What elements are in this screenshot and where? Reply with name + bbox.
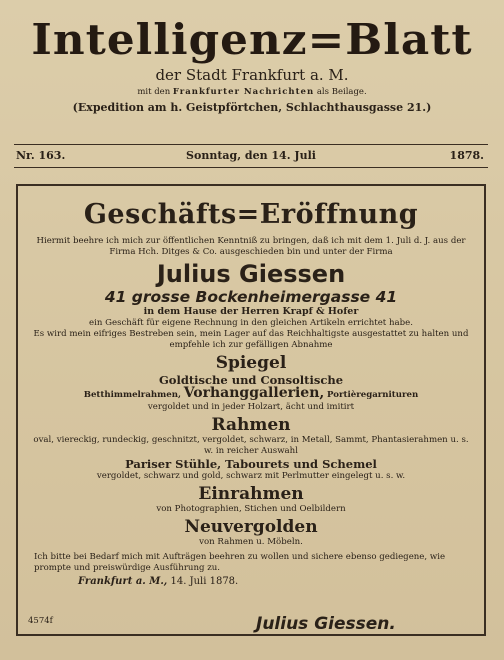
firm-address: 41 grosse Bockenheimergasse 41 bbox=[104, 288, 398, 306]
place-date-value: 14. Juli 1878. bbox=[170, 576, 239, 587]
dateline bbox=[14, 144, 488, 168]
rahmen-description: oval, viereckig, rundeckig, geschnitzt, vergoldet, schwarz, in Metall, Sammt, Phantasierahmen u. s. w. in reicher Auswahl bbox=[33, 435, 469, 456]
firm-house: in dem Hause der Herren Krapf & Hofer bbox=[143, 306, 359, 317]
item-stuehle: Pariser Stühle, Tabourets und Schemel bbox=[125, 457, 377, 471]
signature-row bbox=[18, 614, 484, 634]
place-date bbox=[18, 575, 484, 589]
advertisement-box bbox=[16, 184, 486, 636]
masthead bbox=[0, 0, 504, 115]
supplement-suffix: als Beilage. bbox=[316, 87, 367, 97]
effort-line: Es wird mein eifriges Bestreben sein, mein Lager auf das Reichhaltigste ausgestattet zu halten und empfehle ich zur gefälligen Abnahme bbox=[33, 329, 469, 350]
item-goldtische: Goldtische und Consoltische bbox=[158, 373, 344, 387]
issue-number: Nr. 163. bbox=[16, 149, 66, 162]
neuvergolden-description: von Rahmen u. Möbeln. bbox=[199, 537, 303, 547]
closing-text: Ich bitte bei Bedarf mich mit Aufträgen beehren zu wollen und sichere ebenso gediegene, wie prompte und preiswürdige Ausführung zu. bbox=[34, 552, 446, 573]
item-frames-curtains bbox=[18, 387, 484, 402]
advertisement-content bbox=[18, 200, 484, 589]
item-neuvergolden: Neuvergolden bbox=[184, 517, 318, 537]
signature: Julius Giessen. bbox=[256, 614, 396, 634]
item-spiegel: Spiegel bbox=[215, 353, 287, 373]
issue-date: Sonntag, den 14. Juli bbox=[186, 149, 316, 162]
vergoldet-line: vergoldet und in jeder Holzart, ächt und imitirt bbox=[147, 402, 355, 412]
place-name: Frankfurt a. M., bbox=[78, 576, 168, 587]
supplement-line bbox=[0, 86, 504, 98]
expedition-line: (Expedition am h. Geistpförtchen, Schlachthausgasse 21.) bbox=[72, 101, 432, 114]
supplement-name: Frankfurter Nachrichten bbox=[172, 87, 315, 97]
item-rahmen: Rahmen bbox=[211, 415, 291, 435]
stuehle-description: vergoldet, schwarz und gold, schwarz mit Perlmutter eingelegt u. s. w. bbox=[96, 471, 406, 481]
ad-reference-number: 4574f bbox=[28, 616, 53, 626]
ad-headline: Geschäfts=Eröffnung bbox=[83, 199, 419, 230]
business-line: ein Geschäft für eigene Rechnung in den gleichen Artikeln errichtet habe. bbox=[89, 318, 413, 328]
firm-name: Julius Giessen bbox=[156, 260, 346, 288]
item-einrahmen: Einrahmen bbox=[198, 484, 304, 504]
item-vorhang: Vorhanggallerien, bbox=[183, 385, 325, 401]
ad-intro: Hiermit beehre ich mich zur öffentlichen Kenntniß zu bringen, daß ich mit dem 1. Juli d. J. aus der Firma Hch. Ditges & Co. ausgeschieden bin und unter der Firma bbox=[36, 236, 466, 257]
newspaper-subtitle: der Stadt Frankfurt a. M. bbox=[155, 66, 349, 84]
item-betthimmel: Betthimmelrahmen, bbox=[83, 390, 181, 400]
issue-year: 1878. bbox=[449, 149, 484, 162]
einrahmen-description: von Photographien, Stichen und Oelbildern bbox=[156, 504, 346, 514]
newspaper-title: Intelligenz=Blatt bbox=[31, 15, 473, 64]
supplement-prefix: mit den bbox=[137, 87, 171, 97]
item-portiere: Portièregarnituren bbox=[327, 390, 419, 400]
